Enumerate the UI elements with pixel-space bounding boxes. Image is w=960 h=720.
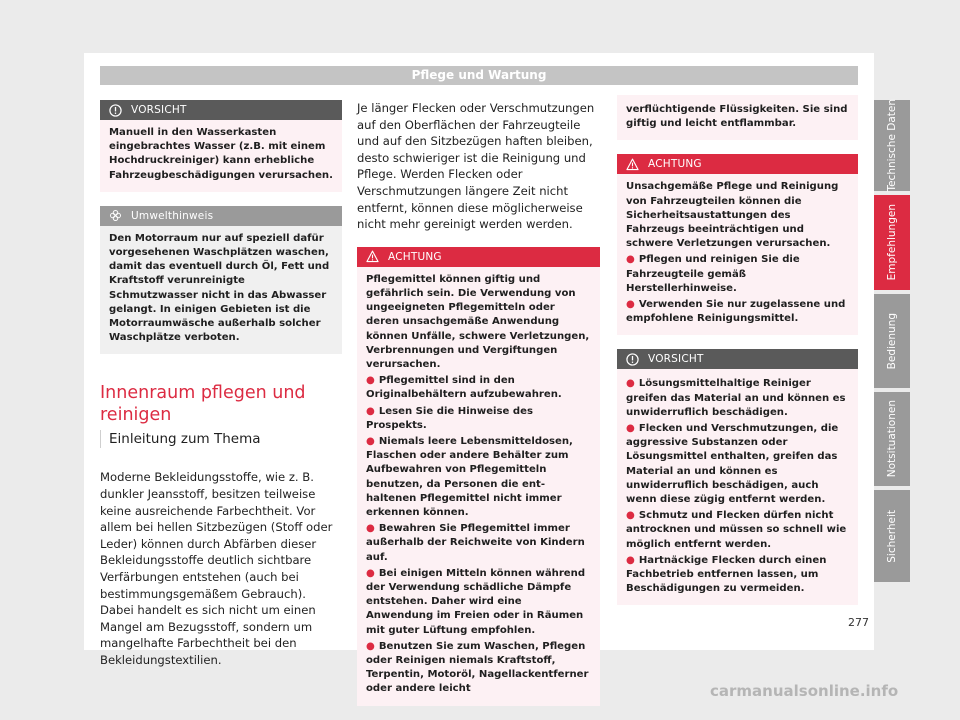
achtung-list bbox=[366, 374, 591, 696]
list-item-text: Schmutz und Flecken dürfen nicht antrocknen und müssen so schnell wie möglich entfernt werden. bbox=[626, 510, 847, 550]
page-number: 277 bbox=[848, 616, 869, 629]
vorsicht-header bbox=[100, 100, 342, 120]
list-item bbox=[626, 253, 849, 296]
bullet-icon: ● bbox=[626, 254, 635, 266]
umwelthinweis-header bbox=[100, 206, 342, 226]
watermark: carmanualsonline.info bbox=[710, 682, 899, 700]
umwelthinweis-label: Umwelthinweis bbox=[131, 209, 214, 222]
info-circle-icon bbox=[109, 104, 122, 117]
vorsicht-label: VORSICHT bbox=[131, 104, 187, 116]
list-item bbox=[626, 298, 849, 326]
vorsicht-text: Manuell in den Wasserkasten eingebrachtes Wasser (z.B. mit einem Hochdruckreiniger) kann erhebliche Fahrzeugbeschädigungen verursachen. bbox=[109, 127, 333, 181]
achtung-intro: Unsachgemäße Pflege und Reinigung von Fahrzeugteilen können die Sicherheitsaustattungen des Fahrzeugs beeinträchtigen und schwere Verletzungen verursachen. bbox=[626, 181, 839, 250]
bullet-icon: ● bbox=[366, 640, 375, 652]
list-item bbox=[366, 640, 591, 697]
achtung-continuation-text: verflüchtigende Flüssigkeiten. Sie sind giftig und leicht entflammbar. bbox=[626, 104, 848, 130]
bullet-icon: ● bbox=[366, 435, 375, 447]
list-item bbox=[626, 422, 849, 507]
section-subtitle: Einleitung zum Thema bbox=[100, 430, 342, 448]
tab-sicherheit[interactable] bbox=[874, 490, 910, 582]
bullet-icon: ● bbox=[366, 567, 375, 579]
list-item bbox=[366, 405, 591, 433]
warning-triangle-icon bbox=[366, 250, 379, 263]
stain-paragraph: Je länger Flecken oder Verschmutzungen auf den Oberflächen der Fahrzeugteile und auf den Sitzbezügen haften bleiben, desto schwieriger ist die Reinigung und Pflege. Werden Flecken oder Verschmutzungen längere Zeit nicht entfernt, können diese möglicherweise nicht mehr gereinigt werden werden. bbox=[357, 101, 595, 232]
list-item-text: Pflegemittel sind in den Originalbehältern aufzubewahren. bbox=[366, 375, 562, 401]
achtung-header bbox=[357, 247, 600, 267]
list-item-text: Pflegen und reinigen Sie die Fahrzeugteile gemäß Herstellerhinweise. bbox=[626, 254, 800, 294]
column-2 bbox=[357, 100, 600, 720]
tab-bedienung[interactable] bbox=[874, 294, 910, 388]
bullet-icon: ● bbox=[626, 510, 635, 522]
vorsicht-list bbox=[626, 377, 849, 596]
tab-empfehlungen[interactable] bbox=[874, 195, 910, 290]
list-item bbox=[366, 374, 591, 402]
vorsicht-label: VORSICHT bbox=[648, 353, 704, 366]
column-1 bbox=[100, 100, 342, 669]
list-item bbox=[626, 554, 849, 597]
section-title: Innenraum pflegen und reinigen bbox=[100, 383, 306, 426]
bullet-icon: ● bbox=[366, 523, 375, 535]
column-3 bbox=[617, 95, 858, 619]
achtung-intro: Pflegemittel können giftig und gefährlich sein. Die Verwendung von ungeeigneten Pflegemitteln oder deren unsachgemäße Anwendung können Unfälle, schwere Verletzungen, Verbrennungen und Vergiftungen verursachen. bbox=[366, 273, 590, 370]
intro-paragraph: Moderne Bekleidungsstoffe, wie z. B. dunkler Jeansstoff, besitzen teilweise keine ausreichende Farbechtheit. Vor allem bei hellen Sitzbezügen (Stoff oder Leder) können durch Abfärben dieser Bekleidungsstoffe deutlich sichtbare Verfärbungen entstehen (auch bei bestimmungsgemäßem Gebrauch). Dabei handelt es sich nicht um einen Mangel am Bezugsstoff, sondern um mangelhafte Farbechtheit bei den Bekleidungstextilien. bbox=[100, 470, 333, 667]
list-item bbox=[626, 509, 849, 552]
bullet-icon: ● bbox=[366, 375, 375, 387]
list-item bbox=[366, 522, 591, 565]
achtung-label: ACHTUNG bbox=[648, 158, 702, 171]
list-item-text: Lösungsmittelhaltige Reiniger greifen das Material an und können es unwiderruflich beschädigen. bbox=[626, 378, 846, 418]
info-circle-icon bbox=[626, 353, 639, 366]
tab-label: Empfehlungen bbox=[886, 204, 898, 281]
achtung-continuation-box bbox=[617, 95, 858, 140]
list-item-text: Hartnäckige Flecken durch einen Fachbetrieb entfernen lassen, um Beschädigungen zu vermeiden. bbox=[626, 554, 827, 595]
vorsicht-box-1 bbox=[100, 100, 342, 192]
vorsicht-box-2 bbox=[617, 349, 858, 605]
bullet-icon: ● bbox=[626, 378, 635, 390]
tab-label: Technische Daten bbox=[886, 99, 898, 192]
list-item-text: Niemals leere Lebensmitteldosen, Flaschen oder andere Behälter zum Aufbewahren von Pflegemitteln benutzen, da Personen die enthaltenen Pflegemittel nicht immer erkennen können. bbox=[366, 435, 573, 518]
achtung-label: ACHTUNG bbox=[388, 250, 442, 263]
list-item-text: Verwenden Sie nur zugelassene und empfohlene Reinigungsmittel. bbox=[626, 299, 846, 325]
umwelthinweis-text: Den Motorraum nur auf speziell dafür vorgesehenen Waschplätzen waschen, damit das eventuell durch Öl, Fett und Kraftstoff verunreinigte Schmutzwasser nicht in das Abwasser gelangt. In einigen Gebieten ist die Motorraumwäsche außerhalb solcher Waschplätze verboten. bbox=[109, 232, 330, 344]
list-item-text: Bei einigen Mitteln können während der Verwendung schädliche Dämpfe entstehen. Daher wird eine Anwendung im Freien oder in Räumen mit guter Lüftung empfohlen. bbox=[366, 567, 586, 636]
achtung-box-2 bbox=[617, 154, 858, 335]
flower-icon bbox=[109, 209, 122, 222]
bullet-icon: ● bbox=[366, 405, 375, 417]
list-item-text: Bewahren Sie Pflegemittel immer außerhalb der Reichweite von Kindern auf. bbox=[366, 523, 585, 563]
warning-triangle-icon bbox=[626, 158, 639, 171]
list-item bbox=[366, 567, 591, 638]
list-item bbox=[366, 435, 591, 520]
tab-label: Sicherheit bbox=[886, 509, 898, 563]
achtung-box-1 bbox=[357, 247, 600, 706]
bullet-icon: ● bbox=[626, 554, 635, 566]
umwelthinweis-box bbox=[100, 206, 342, 355]
achtung-list bbox=[626, 253, 849, 326]
page-header: Pflege und Wartung bbox=[100, 66, 858, 85]
achtung-header bbox=[617, 154, 858, 174]
list-item-text: Benutzen Sie zum Waschen, Pflegen oder Reinigen niemals Kraftstoff, Terpentin, Motoröl, Nagellackentferner oder andere leicht bbox=[366, 640, 589, 695]
list-item-text: Lesen Sie die Hinweise des Prospekts. bbox=[366, 405, 533, 431]
list-item bbox=[626, 377, 849, 420]
list-item-text: Flecken und Verschmutzungen, die aggressive Substanzen oder Lösungsmittel enthalten, greifen das Material an und können es unwiderruflich beschädigen, auch wenn diese zügig entfernt werden. bbox=[626, 423, 839, 506]
bullet-icon: ● bbox=[626, 299, 635, 311]
tab-label: Bedienung bbox=[886, 312, 898, 370]
tab-notsituationen[interactable] bbox=[874, 392, 910, 486]
bullet-icon: ● bbox=[626, 423, 635, 435]
vorsicht-header bbox=[617, 349, 858, 369]
tab-label: Notsituationen bbox=[886, 400, 898, 478]
tab-technische-daten[interactable] bbox=[874, 100, 910, 191]
